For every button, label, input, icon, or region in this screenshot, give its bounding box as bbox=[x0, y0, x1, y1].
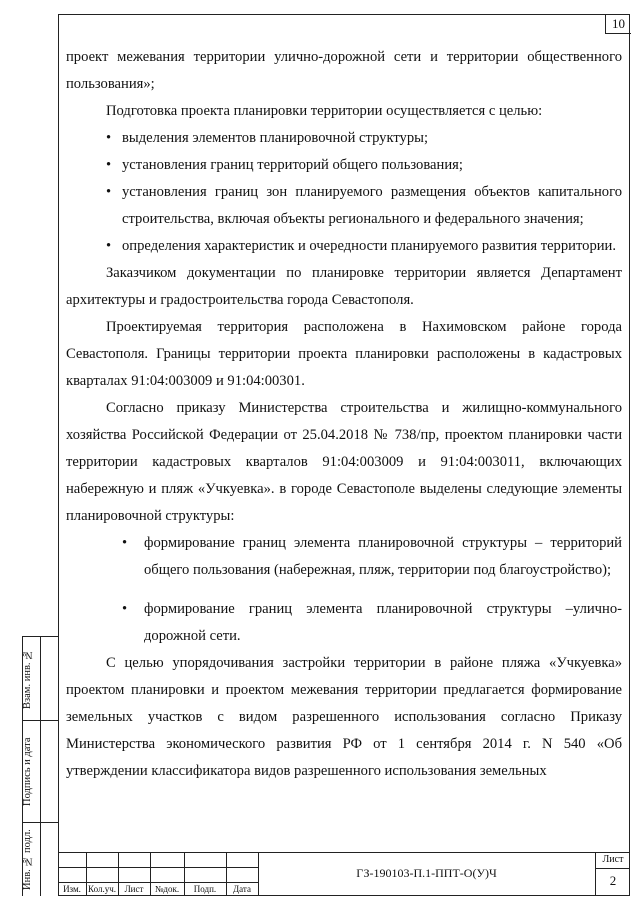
side-stamp-signature: Подпись и дата bbox=[22, 737, 33, 807]
sheet-label: Лист bbox=[602, 854, 624, 865]
paragraph: Подготовка проекта планировки территории осуществляется с целью: bbox=[106, 103, 543, 119]
title-block-col: Лист bbox=[124, 884, 144, 894]
list-item: • определения характеристик и очередности планируемого развития территории. bbox=[66, 233, 622, 260]
title-block-col: Подп. bbox=[193, 884, 217, 894]
bullet-icon: • bbox=[106, 157, 112, 173]
bullet-icon: • bbox=[106, 130, 112, 146]
side-stamp-vzam: Взам. инв. № bbox=[22, 648, 33, 710]
list-item: • выделения элементов планировочной структуры; bbox=[66, 125, 622, 152]
bullet-icon: • bbox=[106, 238, 112, 254]
title-block-col: Кол.уч. bbox=[88, 884, 116, 894]
list-item: • установления границ территорий общего пользования; bbox=[66, 152, 622, 179]
paragraph: Согласно приказу Министерства строительства и жилищно-коммунального хозяйства Российской Федерации от 25.04.2018 № 738/пр, проектом планировки части территории кадастровых кварталов 91:04:003009 и 91:04:003011, включающих набережную и пляж «Учкуевка». в городе Севастополе выделены следующие элементы планировочной структуры: bbox=[66, 400, 622, 524]
title-block bbox=[58, 852, 630, 896]
paragraph: С целью упорядочивания застройки территории в районе пляжа «Учкуевка» проектом планировки и проектом межевания территории предлагается формирование земельных участков с видом разрешенного использования согласно Приказу Министерства экономического развития РФ от 1 сентября 2014 г. N 540 «Об утверждении классификатора видов разрешенного использования земельных bbox=[66, 655, 622, 779]
paragraph: Проектируемая территория расположена в Нахимовском районе города Севастополя. Границы территории проекта планировки расположены в кадастровых кварталах 91:04:003009 и 91:04:00301. bbox=[66, 319, 622, 389]
bullet-icon: • bbox=[122, 601, 128, 617]
bullet-icon: • bbox=[106, 184, 112, 200]
page-number: 10 bbox=[605, 14, 631, 34]
document-body bbox=[66, 44, 622, 785]
title-block-col: Изм. bbox=[63, 884, 81, 894]
list-item: • формирование границ элемента планировочной структуры – территорий общего пользования (набережная, пляж, территории под благоустройство); bbox=[66, 530, 622, 584]
side-stamp bbox=[22, 636, 58, 896]
paragraph: Заказчиком документации по планировке территории является Департамент архитектуры и градостроительства города Севастополя. bbox=[66, 265, 622, 308]
list-item: • формирование границ элемента планировочной структуры –улично-дорожной сети. bbox=[66, 596, 622, 650]
title-block-col: №док. bbox=[154, 884, 180, 894]
title-block-col: Дата bbox=[233, 884, 251, 894]
paragraph: проект межевания территории улично-дорожной сети и территории общественного пользования»; bbox=[66, 49, 622, 92]
bullet-icon: • bbox=[122, 535, 128, 551]
document-code: ГЗ-190103-П.1-ППТ-О(У)Ч bbox=[356, 866, 497, 880]
list-item: • установления границ зон планируемого размещения объектов капитального строительства, включая объекты регионального и федерального значения; bbox=[66, 179, 622, 233]
side-stamp-inv: Инв. № подл. bbox=[22, 829, 33, 891]
sheet-number: 2 bbox=[609, 873, 617, 888]
